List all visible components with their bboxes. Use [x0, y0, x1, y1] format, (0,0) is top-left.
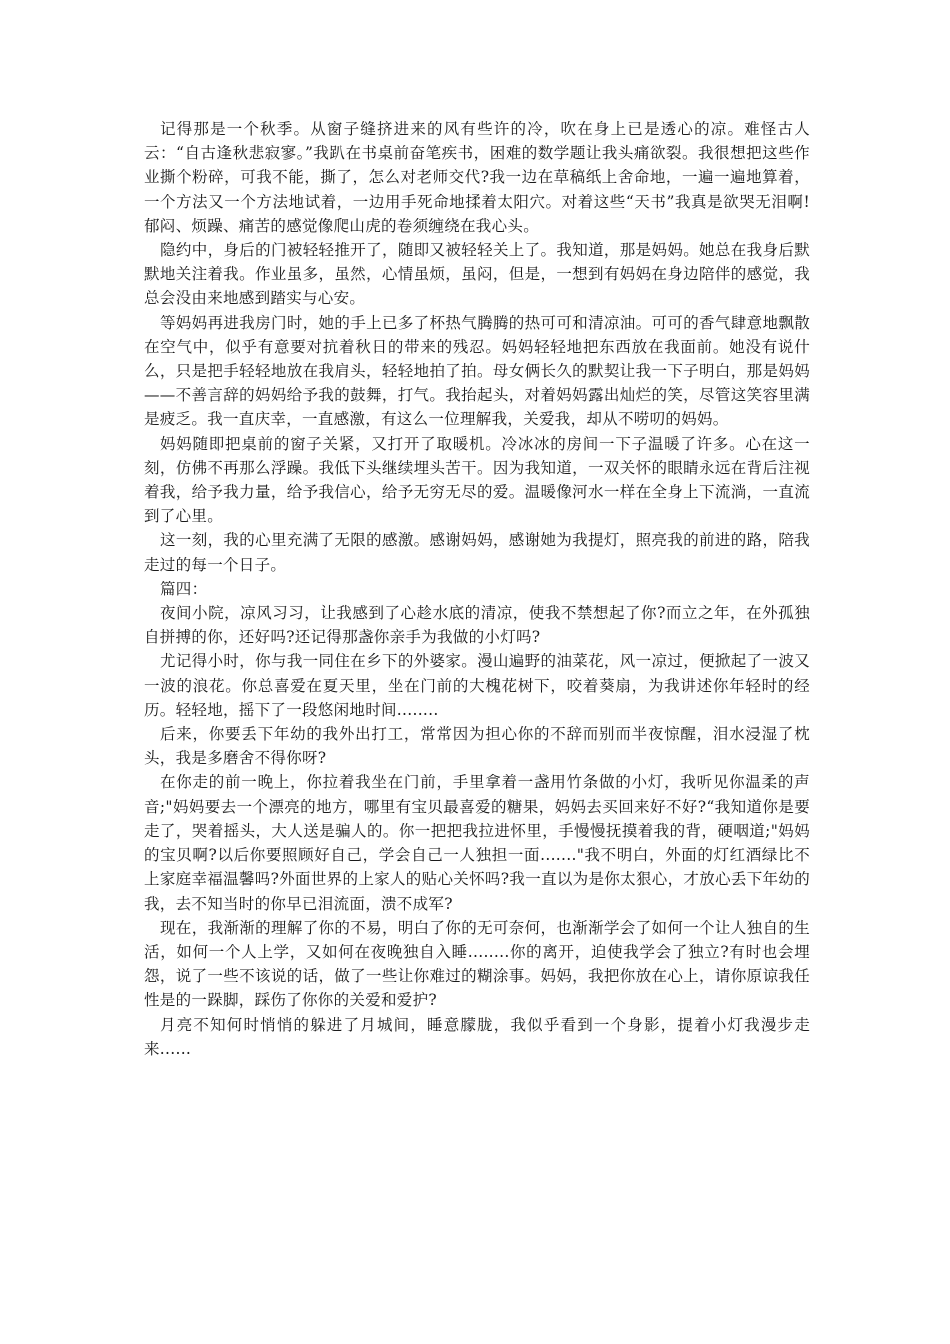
document-body — [144, 117, 810, 1061]
paragraph-leaving-for-work: 后来，你要丢下年幼的我外出打工，常常因为担心你的不辞而别而半夜惊醒，泪水浸湿了枕头，我是多磨舍不得你呀? — [144, 725, 810, 768]
paragraph-farewell-lamp: 在你走的前一晚上，你拉着我坐在门前，手里拿着一盏用竹条做的小灯，我听见你温柔的声音;"妈妈要去一个漂亮的地方，哪里有宝贝最喜爱的糖果，妈妈去买回来好不好?“我知道你是要走了，哭着摇头，大人送是骗人的。你一把把我拉进怀里，手慢慢抚摸着我的背，硬咽道;"妈妈的宝贝啊?以后你要照顾好自己，学会自己一人独担一面......."我不明白，外面的灯红酒绿比不上家庭幸福温馨吗?外面世界的上家人的贴心关怀吗?我一直以为是你太狠心，才放心丢下年幼的我，去不知当时的你早已泪流面，溃不成军? — [144, 773, 810, 913]
paragraph-mother-enters: 隐约中，身后的门被轻轻推开了，随即又被轻轻关上了。我知道，那是妈妈。她总在我身后默默地关注着我。作业虽多，虽然，心情虽烦，虽闷，但是，一想到有妈妈在身边陪伴的感觉，我总会没由来地感到踏实与心安。 — [144, 241, 810, 308]
paragraph-childhood-memory: 尤记得小时，你与我一同住在乡下的外婆家。漫山遍野的油菜花，风一凉过，便掀起了一波又一波的浪花。你总喜爱在夏天里，坐在门前的大槐花树下，咬着葵扇，为我讲述你年轻时的经历。轻轻地，摇下了一段悠闲地时间........ — [144, 652, 810, 719]
paragraph-gratitude: 这一刻，我的心里充满了无限的感激。感谢妈妈，感谢她为我提灯，照亮我的前进的路，陪我走过的每一个日子。 — [144, 531, 810, 574]
paragraph-autumn-night: 记得那是一个秋季。从窗子缝挤进来的风有些许的冷，吹在身上已是透心的凉。难怪古人云：“自古逢秋悲寂寥。”我趴在书桌前奋笔疾书，困难的数学题让我头痛欲裂。我很想把这些作业撕个粉碎，可我不能，撕了，怎么对老师交代?我一边在草稿纸上舍命地，一遍一遍地算着，一个方法又一个方法地试着，一边用手死命地揉着太阳穴。对着这些“天书”我真是欲哭无泪啊!郁闷、烦躁、痛苦的感觉像爬山虎的卷须缠绕在我心头。 — [144, 120, 810, 235]
paragraph-understanding-now: 现在，我渐渐的理解了你的不易，明白了你的无可奈何，也渐渐学会了如何一个让人独自的生活，如何一个人上学，又如何在夜晚独自入睡........你的离开，迫使我学会了独立?有时也会埋怨，说了一些不该说的话，做了一些让你难过的糊涂事。妈妈，我把你放在心上，请你原谅我任性是的一跺脚，踩伤了你你的关爱和爱护? — [144, 918, 810, 1010]
paragraph-hot-cocoa: 等妈妈再进我房门时，她的手上已多了杯热气腾腾的热可可和清凉油。可可的香气肆意地飘散在空气中，似乎有意要对抗着秋日的带来的残忍。妈妈轻轻地把东西放在我面前。她没有说什么，只是把手轻轻地放在我肩头，轻轻地拍了拍。母女俩长久的默契让我一下子明白，那是妈妈——不善言辞的妈妈给予我的鼓舞，打气。我抬起头，对着妈妈露出灿烂的笑，尽管这笑容里满是疲乏。我一直庆幸，一直感激，有这么一位理解我，关爱我，却从不唠叨的妈妈。 — [144, 313, 810, 429]
paragraph-night-courtyard: 夜间小院，凉风习习，让我感到了心趁水底的清凉，使我不禁想起了你?而立之年，在外孤独自拼搏的你，还好吗?还记得那盏你亲手为我做的小灯吗? — [144, 604, 810, 647]
paragraph-heater-warmth: 妈妈随即把桌前的窗子关紧，又打开了取暖机。冷冰冰的房间一下子温暖了许多。心在这一刻，仿佛不再那么浮躁。我低下头继续埋头苦干。因为我知道，一双关怀的眼睛永远在背后注视着我，给予我力量，给予我信心，给予无穷无尽的爱。温暖像河水一样在全身上下流淌，一直流到了心里。 — [144, 434, 810, 526]
paragraph-moon-ending: 月亮不知何时悄悄的躲进了月城间，睡意朦胧，我似乎看到一个身影，提着小灯我漫步走来...... — [144, 1015, 810, 1058]
section-heading-part-four: 篇四： — [160, 579, 208, 598]
